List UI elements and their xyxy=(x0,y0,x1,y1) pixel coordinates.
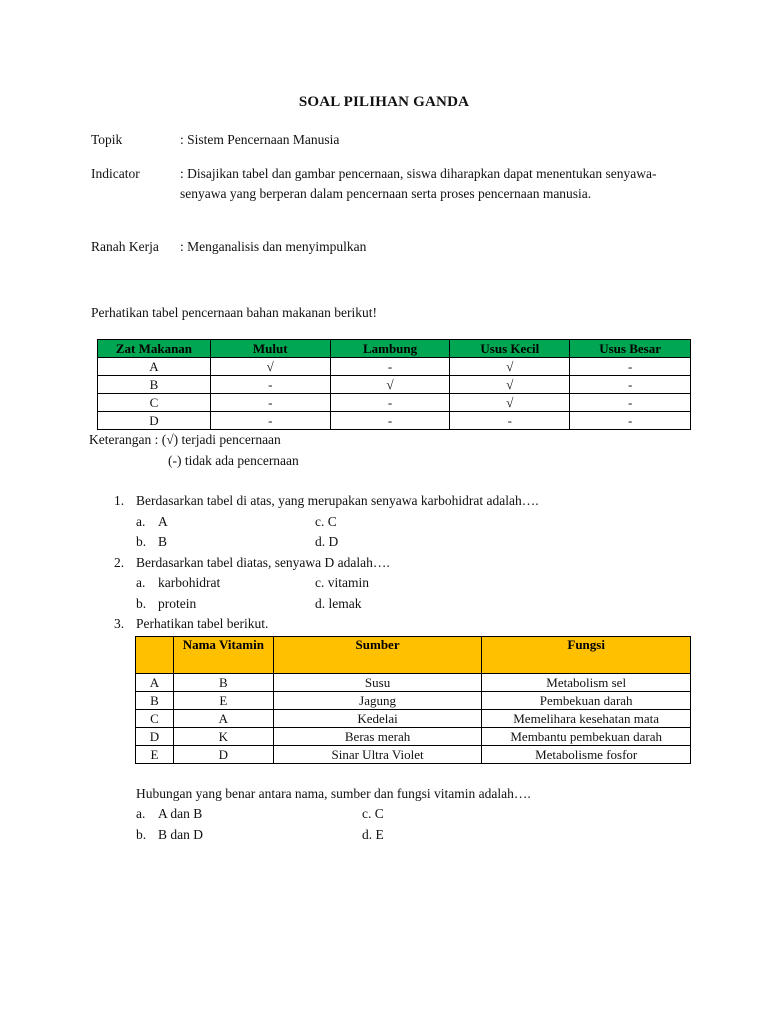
table-cell: Pembekuan darah xyxy=(482,692,691,710)
meta-topik-label: Topik xyxy=(91,132,123,147)
legend-line-1: Keterangan : (√) terjadi pencernaan xyxy=(89,432,281,447)
intro-text: Perhatikan tabel pencernaan bahan makanan berikut! xyxy=(91,305,377,320)
table-cell: - xyxy=(450,412,570,430)
table-cell: - xyxy=(210,412,330,430)
digestion-table-header xyxy=(98,340,691,358)
legend-line-2: (-) tidak ada pencernaan xyxy=(168,453,299,468)
option-letter: a. xyxy=(136,514,146,529)
question-number: 3. xyxy=(114,616,125,631)
vitamin-table-header xyxy=(136,637,691,674)
table-cell: K xyxy=(173,728,273,746)
table-cell: C xyxy=(98,394,211,412)
option-letter: a. xyxy=(136,806,146,821)
header-cell: Sumber xyxy=(273,637,482,674)
q2-option-d[interactable]: d. lemak xyxy=(315,596,362,611)
table-cell: - xyxy=(330,412,450,430)
meta-ranah-label: Ranah Kerja xyxy=(91,239,159,254)
meta-ranah-value: : Menganalisis dan menyimpulkan xyxy=(180,239,367,254)
option-value: B dan D xyxy=(158,827,203,842)
option-letter: a. xyxy=(136,575,146,590)
table-row xyxy=(136,692,691,710)
table-cell: Metabolism sel xyxy=(482,674,691,692)
table-cell: Susu xyxy=(273,674,482,692)
table-row xyxy=(136,746,691,764)
question-number: 2. xyxy=(114,555,125,570)
question-text: Berdasarkan tabel diatas, senyawa D adalah…. xyxy=(136,555,390,570)
q1-option-c[interactable]: c. C xyxy=(315,514,337,529)
table-cell: - xyxy=(330,394,450,412)
table-cell: D xyxy=(136,728,174,746)
table-cell: Beras merah xyxy=(273,728,482,746)
option-letter: b. xyxy=(136,534,147,549)
header-cell: Usus Kecil xyxy=(450,340,570,358)
table-cell: B xyxy=(136,692,174,710)
table-row xyxy=(98,412,691,430)
table-cell: A xyxy=(173,710,273,728)
table-row xyxy=(136,674,691,692)
table-cell: D xyxy=(98,412,211,430)
table-cell: Kedelai xyxy=(273,710,482,728)
option-value: karbohidrat xyxy=(158,575,221,590)
option-letter: b. xyxy=(136,596,147,611)
header-cell: Fungsi xyxy=(482,637,691,674)
header-cell: Mulut xyxy=(210,340,330,358)
table-cell: Sinar Ultra Violet xyxy=(273,746,482,764)
header-cell: Nama Vitamin xyxy=(173,637,273,674)
question-text: Berdasarkan tabel di atas, yang merupakan senyawa karbohidrat adalah…. xyxy=(136,493,539,508)
question-number: 1. xyxy=(114,493,125,508)
digestion-table xyxy=(97,339,691,430)
question-text: Perhatikan tabel berikut. xyxy=(136,616,269,631)
table-cell: √ xyxy=(450,376,570,394)
meta-indicator-label: Indicator xyxy=(91,166,140,181)
table-cell: - xyxy=(210,394,330,412)
header-cell: Usus Besar xyxy=(570,340,691,358)
table-cell: B xyxy=(98,376,211,394)
table-cell: - xyxy=(570,394,691,412)
meta-topik-value: : Sistem Pencernaan Manusia xyxy=(180,132,340,147)
option-value: A xyxy=(158,514,168,529)
table-cell: √ xyxy=(450,358,570,376)
table-cell: Metabolisme fosfor xyxy=(482,746,691,764)
q3-option-d[interactable]: d. E xyxy=(362,827,384,842)
option-letter: b. xyxy=(136,827,147,842)
table-cell: - xyxy=(570,412,691,430)
table-cell: E xyxy=(136,746,174,764)
table-cell: C xyxy=(136,710,174,728)
table-cell: Membantu pembekuan darah xyxy=(482,728,691,746)
q1-option-d[interactable]: d. D xyxy=(315,534,339,549)
table-row xyxy=(98,358,691,376)
table-cell: A xyxy=(98,358,211,376)
table-cell: D xyxy=(173,746,273,764)
table-cell: E xyxy=(173,692,273,710)
table-row xyxy=(136,710,691,728)
table-cell: - xyxy=(570,376,691,394)
table-cell: Jagung xyxy=(273,692,482,710)
option-value: protein xyxy=(158,596,197,611)
page-title: SOAL PILIHAN GANDA xyxy=(298,94,470,110)
table-cell: - xyxy=(330,358,450,376)
q3-question-text: Hubungan yang benar antara nama, sumber dan fungsi vitamin adalah…. xyxy=(136,786,531,801)
vitamin-table xyxy=(135,636,691,764)
option-value: B xyxy=(158,534,168,549)
q3-option-c[interactable]: c. C xyxy=(362,806,384,821)
table-cell: √ xyxy=(210,358,330,376)
table-cell: √ xyxy=(450,394,570,412)
table-cell: - xyxy=(570,358,691,376)
table-row xyxy=(136,728,691,746)
q2-option-c[interactable]: c. vitamin xyxy=(315,575,369,590)
table-cell: Memelihara kesehatan mata xyxy=(482,710,691,728)
table-cell: √ xyxy=(330,376,450,394)
table-cell: - xyxy=(210,376,330,394)
table-cell: B xyxy=(173,674,273,692)
meta-indicator-value: : Disajikan tabel dan gambar pencernaan, siswa diharapkan dapat menentukan senyawa-senyawa yang berperan dalam pencernaan serta proses pencernaan manusia. xyxy=(180,166,657,201)
table-cell: A xyxy=(136,674,174,692)
header-cell: Zat Makanan xyxy=(98,340,211,358)
table-row xyxy=(98,376,691,394)
header-cell: Lambung xyxy=(330,340,450,358)
table-row xyxy=(98,394,691,412)
option-value: A dan B xyxy=(158,806,203,821)
header-cell xyxy=(136,637,174,674)
